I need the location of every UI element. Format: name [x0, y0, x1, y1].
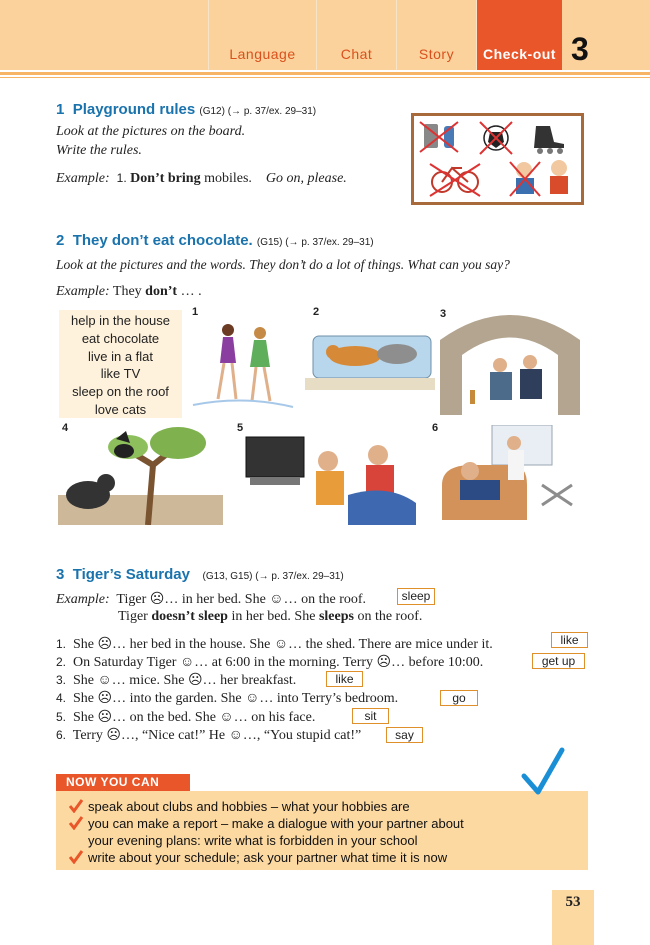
header-divider	[0, 72, 650, 75]
picture-cats-basket	[305, 318, 435, 393]
ex3-example-line-1	[56, 591, 366, 608]
big-check-icon	[520, 746, 566, 798]
tab-language[interactable]	[208, 0, 316, 70]
tab-chat-label: Chat	[340, 46, 373, 62]
now-you-can-item-1: speak about clubs and hobbies – what your hobbies are	[88, 799, 410, 814]
ex1-example-tail: Go on, please.	[265, 171, 347, 186]
ex3-item-2	[56, 654, 483, 671]
ex2-example	[56, 284, 202, 300]
boy-icon	[551, 160, 567, 176]
header-divider-thin	[0, 77, 650, 78]
picture-boy-armchair	[432, 425, 582, 525]
ex2-example-bold: don’t	[145, 284, 178, 299]
ex3-example-2d: sleeps	[318, 609, 354, 624]
person-eating-icon	[516, 162, 532, 178]
ex3-example-line-2	[118, 609, 422, 625]
word-item: love cats	[94, 401, 147, 417]
tab-chat[interactable]	[316, 0, 396, 70]
word-item: sleep on the roof	[72, 384, 169, 400]
ex1-heading	[56, 101, 316, 118]
item-text: She ☹… her bed in the house. She ☺… the shed. There are mice under it.	[73, 637, 493, 652]
item-number: 3.	[56, 673, 67, 687]
picture-boys-tv	[238, 425, 418, 525]
check-icon	[68, 816, 84, 830]
ex2-example-b: … .	[180, 284, 202, 299]
ex2-title: They don’t eat chocolate.	[72, 232, 253, 249]
ex1-instruction-2: Write the rules.	[56, 143, 142, 158]
picture-dancing-girls	[188, 315, 298, 415]
ex3-item-3	[56, 672, 296, 689]
picture-number-2: 2	[313, 306, 320, 318]
ex3-example-2a: Tiger	[118, 609, 148, 624]
ex1-title: Playground rules	[72, 101, 196, 118]
ex2-example-label: Example:	[56, 284, 110, 299]
item-number: 4.	[56, 691, 67, 705]
item-text: She ☹… into the garden. She ☺… into Terry’s bedroom.	[73, 691, 399, 706]
ex2-heading	[56, 232, 374, 249]
picture-number-1: 1	[192, 306, 199, 318]
ex3-ref: (G13, G15) (→ p. 37/ex. 29–31)	[202, 571, 344, 582]
ex3-item-5	[56, 709, 315, 726]
rules-board-icons	[414, 116, 581, 202]
tab-check-out[interactable]	[476, 0, 562, 70]
ex3-item-1-tag: like	[551, 632, 588, 648]
check-icon	[68, 850, 84, 864]
check-icon	[68, 799, 84, 813]
picture-men-under-bridge	[440, 310, 580, 415]
item-text: She ☺… mice. She ☹… her breakfast.	[73, 673, 297, 688]
picture-number-6: 6	[432, 422, 439, 434]
now-you-can-item-3: write about your schedule; ask your partner what time it is now	[88, 850, 448, 865]
tab-story-label: Story	[418, 46, 455, 62]
skates-icon	[534, 126, 564, 148]
now-you-can-label: NOW YOU CAN	[56, 774, 190, 791]
ex3-item-6-tag: say	[386, 727, 423, 743]
ex3-item-2-tag: get up	[532, 653, 585, 669]
rules-board-picture	[411, 113, 584, 205]
ex3-example-2e: on the roof.	[357, 609, 423, 624]
ex3-item-1	[56, 636, 493, 653]
ex2-number: 2	[56, 232, 65, 249]
ex1-example-rest: mobiles.	[204, 171, 252, 186]
ex1-example-num: 1.	[116, 171, 127, 185]
ex3-example-verb-tag: sleep	[397, 588, 435, 605]
ex3-item-3-tag: like	[326, 671, 363, 687]
page-number: 53	[552, 890, 594, 945]
tab-check-out-label: Check-out	[483, 46, 556, 62]
picture-number-3: 3	[440, 308, 447, 320]
ex2-instruction: Look at the pictures and the words. They don’t do a lot of things. What can you say?	[56, 257, 510, 272]
ex3-title: Tiger’s Saturday	[72, 566, 190, 583]
ex1-number: 1	[56, 101, 65, 118]
ex2-ref: (G15) (→ p. 37/ex. 29–31)	[256, 237, 374, 248]
ex3-item-4-tag: go	[440, 690, 478, 706]
word-item: eat chocolate	[81, 330, 160, 346]
item-text: She ☹… on the bed. She ☺… on his face.	[73, 710, 316, 725]
item-text: On Saturday Tiger ☺… at 6:00 in the morning. Terry ☹… before 10:00.	[73, 655, 484, 670]
now-you-can-item-2: you can make a report – make a dialogue with your partner about	[88, 816, 464, 831]
ex3-example-sentence: Tiger ☹… in her bed. She ☺… on the roof.	[116, 592, 367, 607]
ex3-item-4	[56, 690, 398, 707]
ex3-example-2b: doesn’t sleep	[151, 609, 228, 624]
word-item: like TV	[100, 366, 141, 382]
ex1-ref: (G12) (→ p. 37/ex. 29–31)	[199, 106, 317, 117]
ex3-item-6	[56, 727, 361, 744]
word-item: help in the house	[70, 313, 171, 328]
tab-language-label: Language	[229, 46, 296, 62]
ex3-item-5-tag: sit	[352, 708, 389, 724]
ex1-instruction-1: Look at the pictures on the board.	[56, 124, 246, 139]
picture-number-4: 4	[62, 422, 69, 434]
ex1-example-label: Example:	[56, 171, 110, 186]
picture-number-5: 5	[237, 422, 244, 434]
item-number: 1.	[56, 637, 67, 651]
now-you-can-item-2-cont: your evening plans: write what is forbidden in your school	[88, 833, 418, 848]
ex3-number: 3	[56, 566, 65, 583]
picture-cat-dog-tree	[58, 425, 223, 525]
tab-story[interactable]	[396, 0, 476, 70]
ex3-example-label: Example:	[56, 592, 110, 607]
ex3-example-2c: in her bed. She	[231, 609, 316, 624]
item-text: Terry ☹…, “Nice cat!” He ☺…, “You stupid cat!”	[72, 728, 362, 743]
item-number: 6.	[56, 728, 67, 742]
ex1-example	[56, 171, 347, 187]
ex3-heading	[56, 566, 344, 583]
item-number: 5.	[56, 710, 67, 724]
ex1-example-bold: Don’t bring	[130, 171, 201, 186]
word-item: live in a flat	[87, 348, 154, 364]
item-number: 2.	[56, 655, 67, 669]
ex2-example-a: They	[112, 284, 142, 299]
ex2-word-box	[59, 310, 182, 418]
unit-number: 3	[571, 31, 589, 67]
